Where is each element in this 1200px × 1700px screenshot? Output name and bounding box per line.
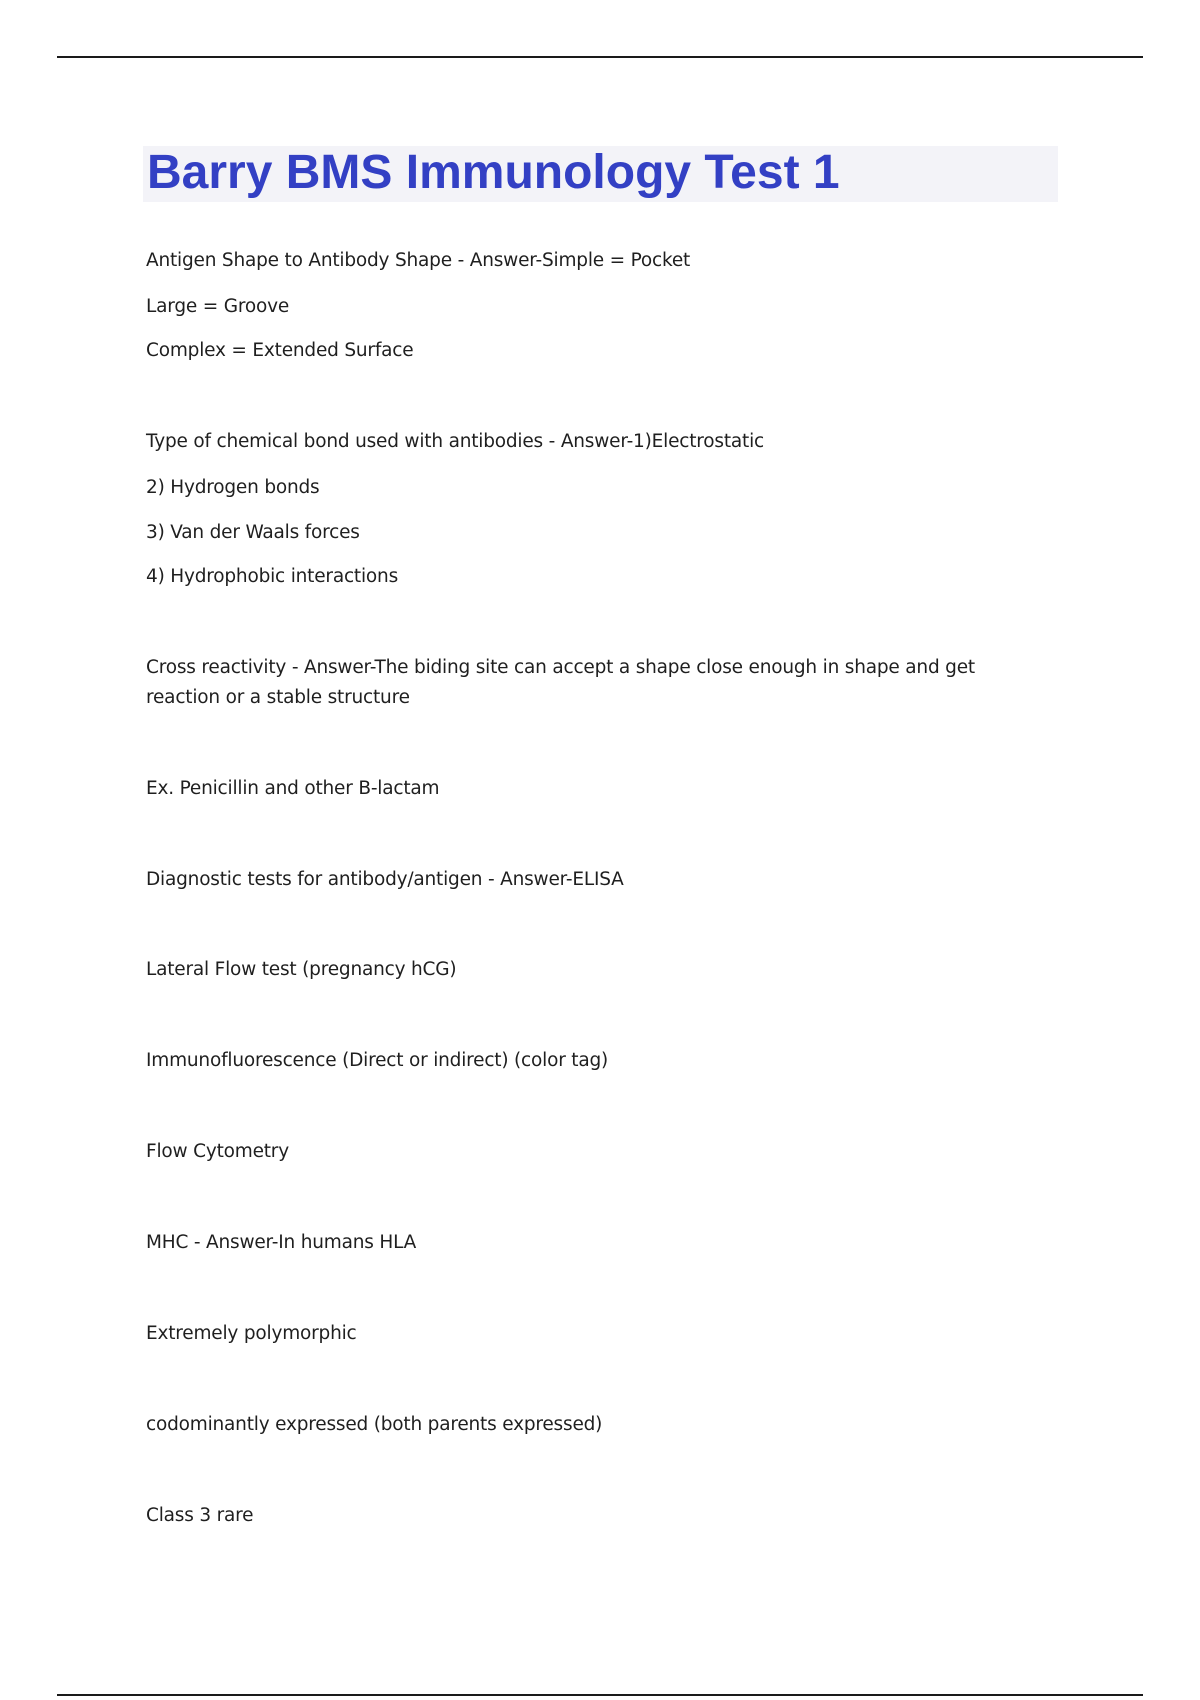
text-line: Immunofluorescence (Direct or indirect) (color tag): [146, 1050, 609, 1071]
text-line: Flow Cytometry: [146, 1141, 289, 1162]
document-title: Barry BMS Immunology Test 1: [147, 146, 840, 199]
text-line: Complex = Extended Surface: [146, 340, 414, 361]
text-line: Class 3 rare: [146, 1505, 254, 1526]
text-line: 2) Hydrogen bonds: [146, 477, 320, 498]
text-line: Extremely polymorphic: [146, 1323, 357, 1344]
header-rule: [57, 56, 1143, 58]
text-line: Large = Groove: [146, 296, 290, 317]
text-line: Type of chemical bond used with antibodies - Answer-1)Electrostatic: [146, 431, 764, 452]
text-line: Cross reactivity - Answer-The biding site can accept a shape close enough in shape and get reaction or a stable structure: [146, 657, 975, 708]
text-line: Ex. Penicillin and other B-lactam: [146, 778, 440, 799]
text-line: Antigen Shape to Antibody Shape - Answer-Simple = Pocket: [146, 250, 691, 271]
footer-rule: [57, 1694, 1143, 1696]
text-line: codominantly expressed (both parents expressed): [146, 1414, 603, 1435]
text-line: Lateral Flow test (pregnancy hCG): [146, 959, 457, 980]
text-line: 4) Hydrophobic interactions: [146, 566, 399, 587]
text-line: 3) Van der Waals forces: [146, 522, 360, 543]
text-line: Diagnostic tests for antibody/antigen - Answer-ELISA: [146, 869, 624, 890]
text-line: MHC - Answer-In humans HLA: [146, 1232, 417, 1253]
